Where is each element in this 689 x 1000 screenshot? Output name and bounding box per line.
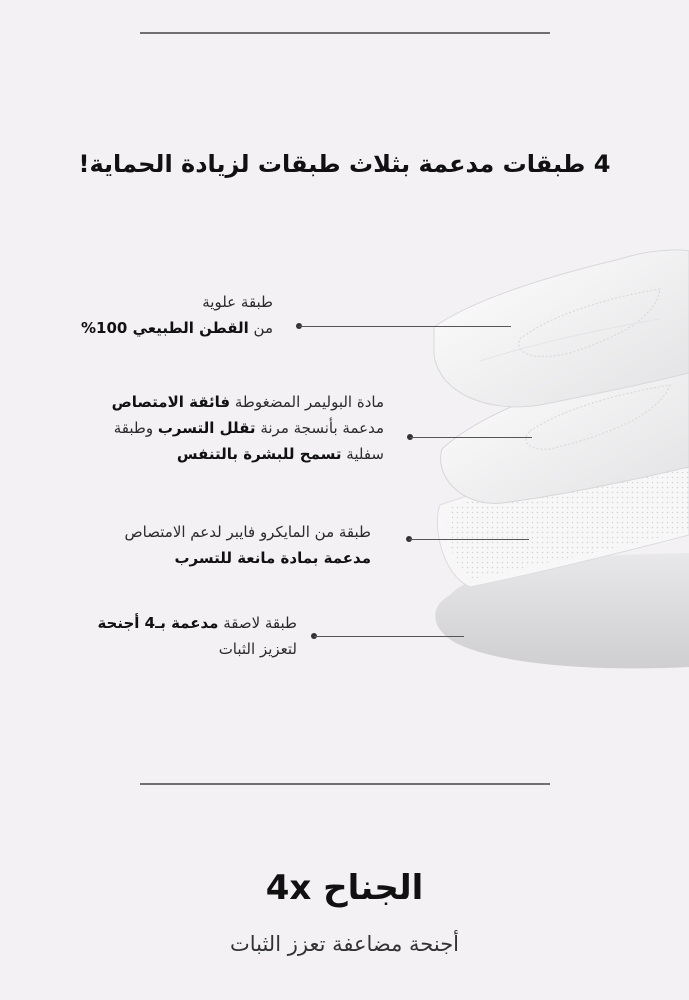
wing-subtitle: أجنحة مضاعفة تعزز الثبات [229, 932, 460, 956]
callout-adhesive-leader [314, 636, 464, 637]
bottom-divider [140, 783, 550, 785]
callout-polymer-layer [112, 389, 384, 467]
callout-adhesive-layer [97, 610, 297, 662]
callout-adhesive-line2: لتعزيز الثبات [218, 640, 297, 658]
callout-polymer-leader [410, 437, 532, 438]
callout-polymer-line2-text: مدعمة بأنسجة مرنة [255, 419, 384, 437]
callout-top-layer-line2-text: من [248, 319, 273, 337]
callout-polymer-line1-text: مادة البوليمر المضغوطة [230, 393, 384, 411]
callout-top-layer-line1: طبقة علوية [202, 293, 273, 311]
page-headline: 4 طبقات مدعمة بثلاث طبقات لزيادة الحماية! [78, 150, 611, 178]
callout-microfiber-leader [409, 539, 529, 540]
wing-title: الجناح 4x [265, 868, 424, 908]
callout-top-layer [81, 289, 273, 341]
callout-top-layer-line2-bold: القطن الطبيعي 100% [81, 319, 249, 337]
callout-polymer-line1-bold: فائقة الامتصاص [111, 393, 231, 411]
pad-layers-illustration [420, 235, 689, 675]
top-divider [140, 32, 550, 34]
callout-adhesive-line1-bold: مدعمة بـ4 أجنحة [97, 614, 219, 632]
callout-microfiber-layer [125, 519, 371, 571]
callout-polymer-line2-tail: وطبقة [113, 419, 158, 437]
callout-microfiber-line1: طبقة من المايكرو فايبر لدعم الامتصاص [124, 523, 371, 541]
callout-polymer-line3-text: سفلية [341, 445, 384, 463]
callout-microfiber-line2-bold: مدعمة بمادة مانعة للتسرب [174, 549, 371, 567]
callout-top-layer-leader [299, 326, 511, 327]
callout-polymer-line2-bold: تقلل التسرب [157, 419, 256, 437]
callout-polymer-line3-bold: تسمح للبشرة بالتنفس [176, 445, 342, 463]
callout-adhesive-line1-text: طبقة لاصقة [218, 614, 297, 632]
